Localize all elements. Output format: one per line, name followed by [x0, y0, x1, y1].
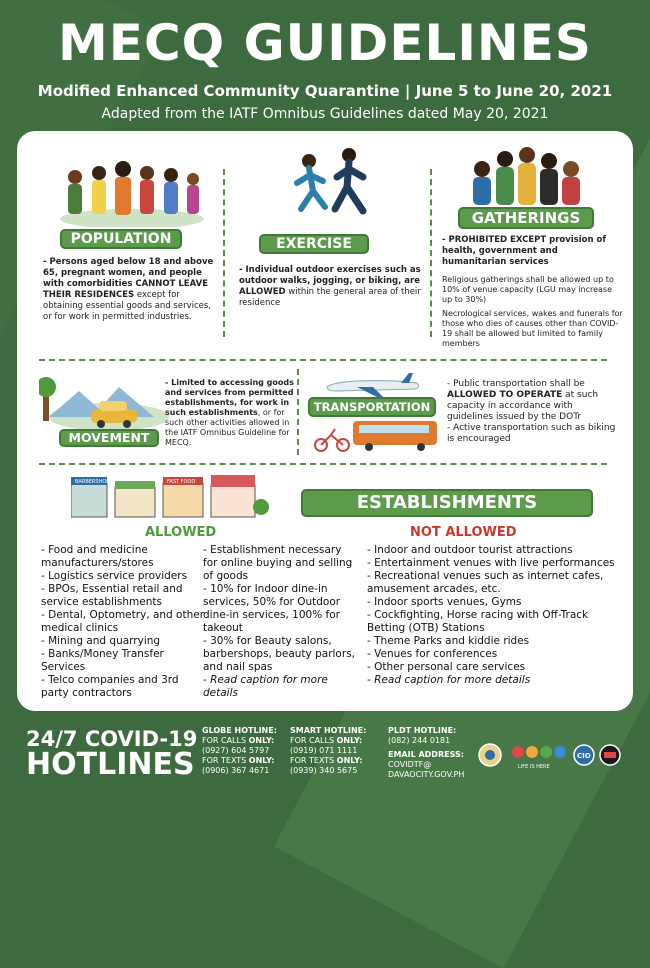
cio-label: CIO	[577, 752, 591, 760]
movement-text: - Limited to accessing goods and services from permitted establishments, for work in such establishments, or for such other activities allowed in the IATF Omnibus Guideline for MECQ.	[165, 378, 294, 447]
movement-label: MOVEMENT	[59, 429, 159, 447]
not-allowed-item: - Indoor sports venues, Gyms	[367, 596, 522, 608]
population-illustration	[57, 147, 207, 227]
establishments-label: ESTABLISHMENTS	[301, 489, 593, 517]
population-text: - Persons aged below 18 and above 65, pregnant women, and people with comorbidities CANNOT LEAVE THEIR RESIDENCES except for obtaining essential goods and services, or for work in permitted industries.	[43, 257, 214, 322]
allowed-item: - Telco companies and 3rd party contractors	[41, 674, 179, 699]
crowd-icon	[473, 147, 580, 205]
not-allowed-item: - Venues for conferences	[367, 648, 498, 660]
not-allowed-item: - Other personal care services	[367, 661, 526, 673]
logo-tagline: LIFE IS HERE	[518, 764, 550, 770]
page-title: MECQ GUIDELINES	[58, 14, 592, 72]
bicycle-icon	[315, 429, 349, 451]
divider	[223, 169, 225, 337]
gatherings-text-3: Necrological services, wakes and funerals for those who dies of causes other than COVID-19 shall be allowed but limited to family members	[442, 309, 623, 348]
hotline-title-2: HOTLINES	[26, 747, 195, 782]
gatherings-text-2: Religious gatherings shall be allowed up to 10% of venue capacity (LGU may increase up to 30%)	[442, 275, 614, 304]
stores-illustration	[71, 471, 271, 521]
adapted-note: Adapted from the IATF Omnibus Guidelines dated May 20, 2021	[101, 106, 549, 122]
allowed-item: - Establishment necessary for online buying and selling of goods	[203, 544, 353, 582]
gatherings-label: GATHERINGS	[458, 207, 594, 229]
not-allowed-item: - Theme Parks and kiddie rides	[367, 635, 530, 647]
divider	[297, 369, 299, 455]
exercise-text: - Individual outdoor exercises such as outdoor walks, jogging, or biking, are ALLOWED within the general area of their residence	[239, 265, 421, 308]
pldt-hotline: PLDT HOTLINE: (082) 244 0181 EMAIL ADDRESS: COVIDTF@ DAVAOCITY.GOV.PH	[388, 726, 465, 779]
transportation-label: TRANSPORTATION	[308, 397, 436, 417]
bus-icon	[353, 421, 437, 451]
people-group-icon	[68, 161, 199, 215]
not-allowed-item: - Indoor and outdoor tourist attractions	[367, 544, 573, 556]
allowed-item: - Dental, Optometry, and other medical clinics	[41, 609, 205, 634]
not-allowed-read-caption: - Read caption for more details	[367, 674, 531, 686]
exercise-label: EXERCISE	[259, 234, 369, 254]
radio-logo-icon	[600, 745, 620, 765]
airplane-icon	[327, 373, 419, 397]
runner-icon	[297, 148, 363, 211]
allowed-item: - Food and medicine manufacturers/stores	[41, 544, 154, 569]
not-allowed-item: - Recreational venues such as internet cafes, amusement arcades, etc.	[367, 570, 604, 595]
transportation-text: - Public transportation shall be ALLOWED TO OPERATE at such capacity in accordance with guidelines issued by the DOTr - Active transportation such as biking is encouraged	[447, 379, 616, 444]
guidelines-card	[17, 131, 633, 711]
allowed-item: - 10% for Indoor dine-in services, 50% for Outdoor dine-in services, 100% for takeout	[203, 583, 341, 634]
allowed-list-2	[203, 544, 355, 700]
allowed-item: - 30% for Beauty salons, barbershops, beauty parlors, and nail spas	[203, 635, 355, 673]
gatherings-illustration	[467, 139, 587, 209]
movement-illustration	[39, 373, 169, 435]
allowed-item: - BPOs, Essential retail and service establishments	[41, 583, 183, 608]
divider	[430, 169, 432, 337]
vehicles-illustration	[313, 417, 443, 453]
allowed-title: ALLOWED	[145, 525, 217, 540]
city-seal-icon	[479, 744, 501, 766]
allowed-item: - Mining and quarrying	[41, 635, 161, 647]
subtitle: Modified Enhanced Community Quarantine | June 5 to June 20, 2021	[37, 82, 613, 100]
store-sign: FAST FOOD	[167, 479, 196, 485]
allowed-item: - Logistics service providers	[41, 570, 188, 582]
footer-logos	[478, 742, 628, 772]
not-allowed-list	[367, 544, 625, 687]
not-allowed-title: NOT ALLOWED	[410, 525, 517, 540]
life-is-here-logo-icon	[512, 746, 566, 758]
store-sign: BARBERSHOP	[75, 479, 110, 485]
allowed-item: - Banks/Money Transfer Services	[41, 648, 164, 673]
not-allowed-item: - Entertainment venues with live performances	[367, 557, 615, 569]
allowed-list-1	[41, 544, 205, 700]
hotline-title-1: 24/7 COVID-19	[26, 727, 198, 751]
exercise-illustration	[279, 147, 379, 232]
divider	[39, 359, 607, 361]
globe-hotline: GLOBE HOTLINE: FOR CALLS ONLY: (0927) 604 5797 FOR TEXTS ONLY: (0906) 367 4671	[202, 726, 277, 775]
divider	[39, 463, 607, 465]
allowed-read-caption: - Read caption for more details	[203, 674, 328, 699]
not-allowed-item: - Cockfighting, Horse racing with Off-Track Betting (OTB) Stations	[367, 609, 589, 634]
smart-hotline: SMART HOTLINE: FOR CALLS ONLY: (0919) 071 1111 FOR TEXTS ONLY: (0939) 340 5675	[290, 726, 367, 775]
population-label: POPULATION	[60, 229, 182, 249]
gatherings-text-1: - PROHIBITED EXCEPT provision of health, government and humanitarian services	[442, 235, 607, 267]
